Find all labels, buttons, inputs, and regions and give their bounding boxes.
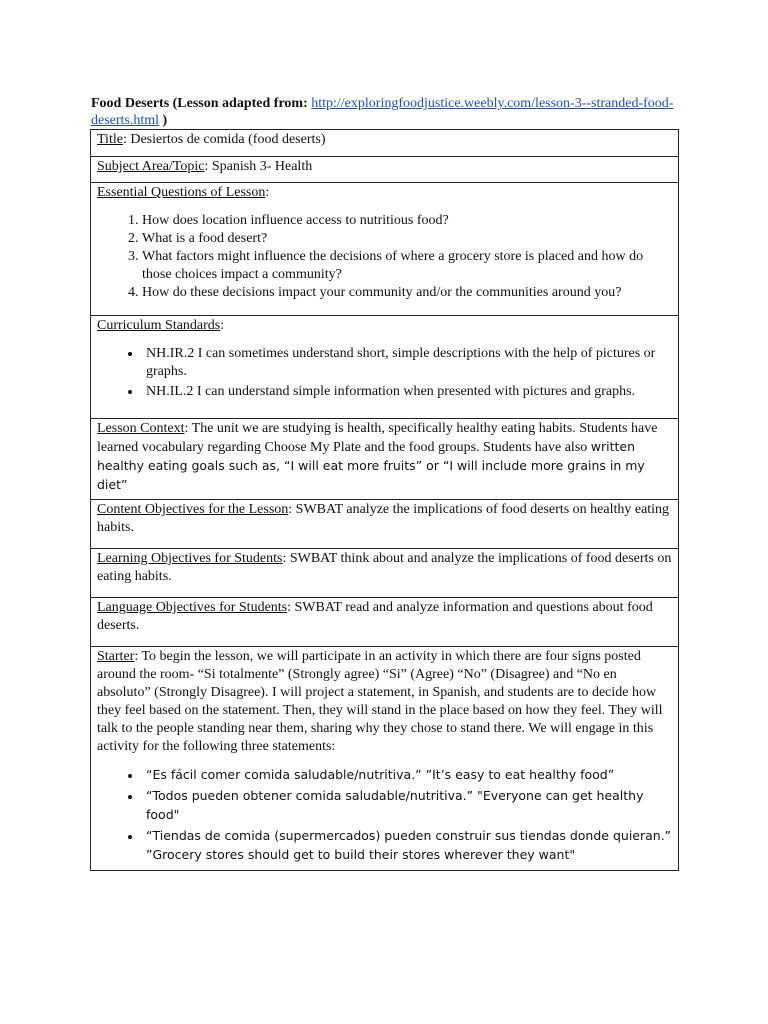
row-subject bbox=[91, 157, 679, 183]
statement-spanish: “Es fácil comer comida saludable/nutritiva.” bbox=[146, 767, 422, 782]
row-curriculum-standards: Curriculum Standards: • NH.IR.2 I can sometimes understand short, simple descriptions with the help of pictures or graphs. • NH.IL.2 I can understand simple information when presented with pictures and graphs. bbox=[91, 316, 679, 419]
starter-label: Starter bbox=[97, 649, 135, 664]
subject-value: : Spanish 3- Health bbox=[204, 159, 313, 174]
document-heading bbox=[91, 95, 691, 129]
statement-item bbox=[142, 827, 672, 865]
statement-spanish: “Todos pueden obtener comida saludable/nutritiva.” bbox=[146, 788, 474, 803]
question-item: 2. What is a food desert? bbox=[142, 230, 672, 248]
content-objectives-value: : SWBAT analyze the implications of food deserts on healthy eating habits. bbox=[97, 502, 670, 535]
title-value: : Desiertos de comida (food deserts) bbox=[122, 132, 326, 147]
context-value-continued: written healthy eating goals such as, “I will eat more fruits” or “I will include more grains in my diet” bbox=[97, 439, 645, 492]
question-item: 3. What factors might influence the decisions of where a grocery store is placed and how do those choices impact a community? bbox=[142, 248, 672, 284]
row-essential-questions: Essential Questions of Lesson: 1. How does location influence access to nutritious food? 2. What is a food desert? 3. What factors might influence the decisions of where a grocery store is placed and how do those choices impact a community? 4. How do these decisions impact your community and/or the communities around you? bbox=[91, 183, 679, 316]
source-link[interactable]: http://exploringfoodjustice.weebly.com/lesson-3--stranded-food-deserts.html bbox=[91, 96, 674, 128]
questions-label: Essential Questions of Lesson bbox=[97, 185, 266, 200]
row-language-objectives bbox=[91, 598, 679, 647]
standards-list bbox=[97, 345, 672, 401]
row-learning-objectives bbox=[91, 549, 679, 598]
standard-item: • NH.IL.2 I can understand simple information when presented with pictures and graphs. bbox=[142, 383, 672, 401]
language-objectives-label: Language Objectives for Students bbox=[97, 600, 288, 615]
heading-closing: ) bbox=[162, 113, 168, 128]
statement-item bbox=[142, 766, 672, 785]
row-content-objectives bbox=[91, 500, 679, 549]
standard-item: • NH.IR.2 I can sometimes understand short, simple descriptions with the help of pictures or graphs. bbox=[142, 345, 672, 381]
statement-spanish: “Tiendas de comida (supermercados) pueden construir sus tiendas donde quieran.” bbox=[146, 828, 672, 843]
question-item: 1. How does location influence access to nutritious food? bbox=[142, 212, 672, 230]
row-starter bbox=[91, 647, 679, 871]
title-label: Title bbox=[97, 132, 123, 147]
statement-english: ”It’s easy to eat healthy food” bbox=[421, 767, 615, 782]
statements-list bbox=[97, 766, 672, 865]
heading-title: Food Deserts (Lesson adapted from: bbox=[91, 96, 308, 111]
subject-label: Subject Area/Topic bbox=[97, 159, 205, 174]
standards-label: Curriculum Standards bbox=[97, 318, 221, 333]
lesson-plan-table bbox=[90, 129, 679, 871]
learning-objectives-value: : SWBAT think about and analyze the implications of food deserts on eating habits. bbox=[97, 551, 672, 584]
context-label: Lesson Context bbox=[97, 421, 185, 436]
statement-english: ”Grocery stores should get to build their stores wherever they want" bbox=[146, 847, 576, 862]
row-lesson-context bbox=[91, 419, 679, 500]
row-title bbox=[91, 130, 679, 157]
content-objectives-label: Content Objectives for the Lesson bbox=[97, 502, 289, 517]
questions-list bbox=[97, 212, 672, 302]
statement-english: "Everyone can get healthy food" bbox=[146, 788, 644, 822]
question-item: 4. How do these decisions impact your community and/or the communities around you? bbox=[142, 284, 672, 302]
learning-objectives-label: Learning Objectives for Students bbox=[97, 551, 283, 566]
context-value: : The unit we are studying is health, specifically healthy eating habits. Students have learned vocabulary regarding Choose My Plate and the food groups. Students have also bbox=[97, 421, 658, 455]
statement-item bbox=[142, 787, 672, 825]
starter-value: : To begin the lesson, we will participate in an activity in which there are four signs posted around the room- “Si totalmente” (Strongly agree) “Si” (Agree) “No” (Disagree) and “No en absoluto” (Strongly Disagree). I will project a statement, in Spanish, and students are to decide how they feel based on the statement. Then, they will stand in the place based on how they feel. They will talk to the people standing near them, sharing why they chose to stand there. We will engage in this activity for the following three statements: bbox=[97, 649, 663, 754]
language-objectives-value: : SWBAT read and analyze information and questions about food deserts. bbox=[97, 600, 653, 633]
